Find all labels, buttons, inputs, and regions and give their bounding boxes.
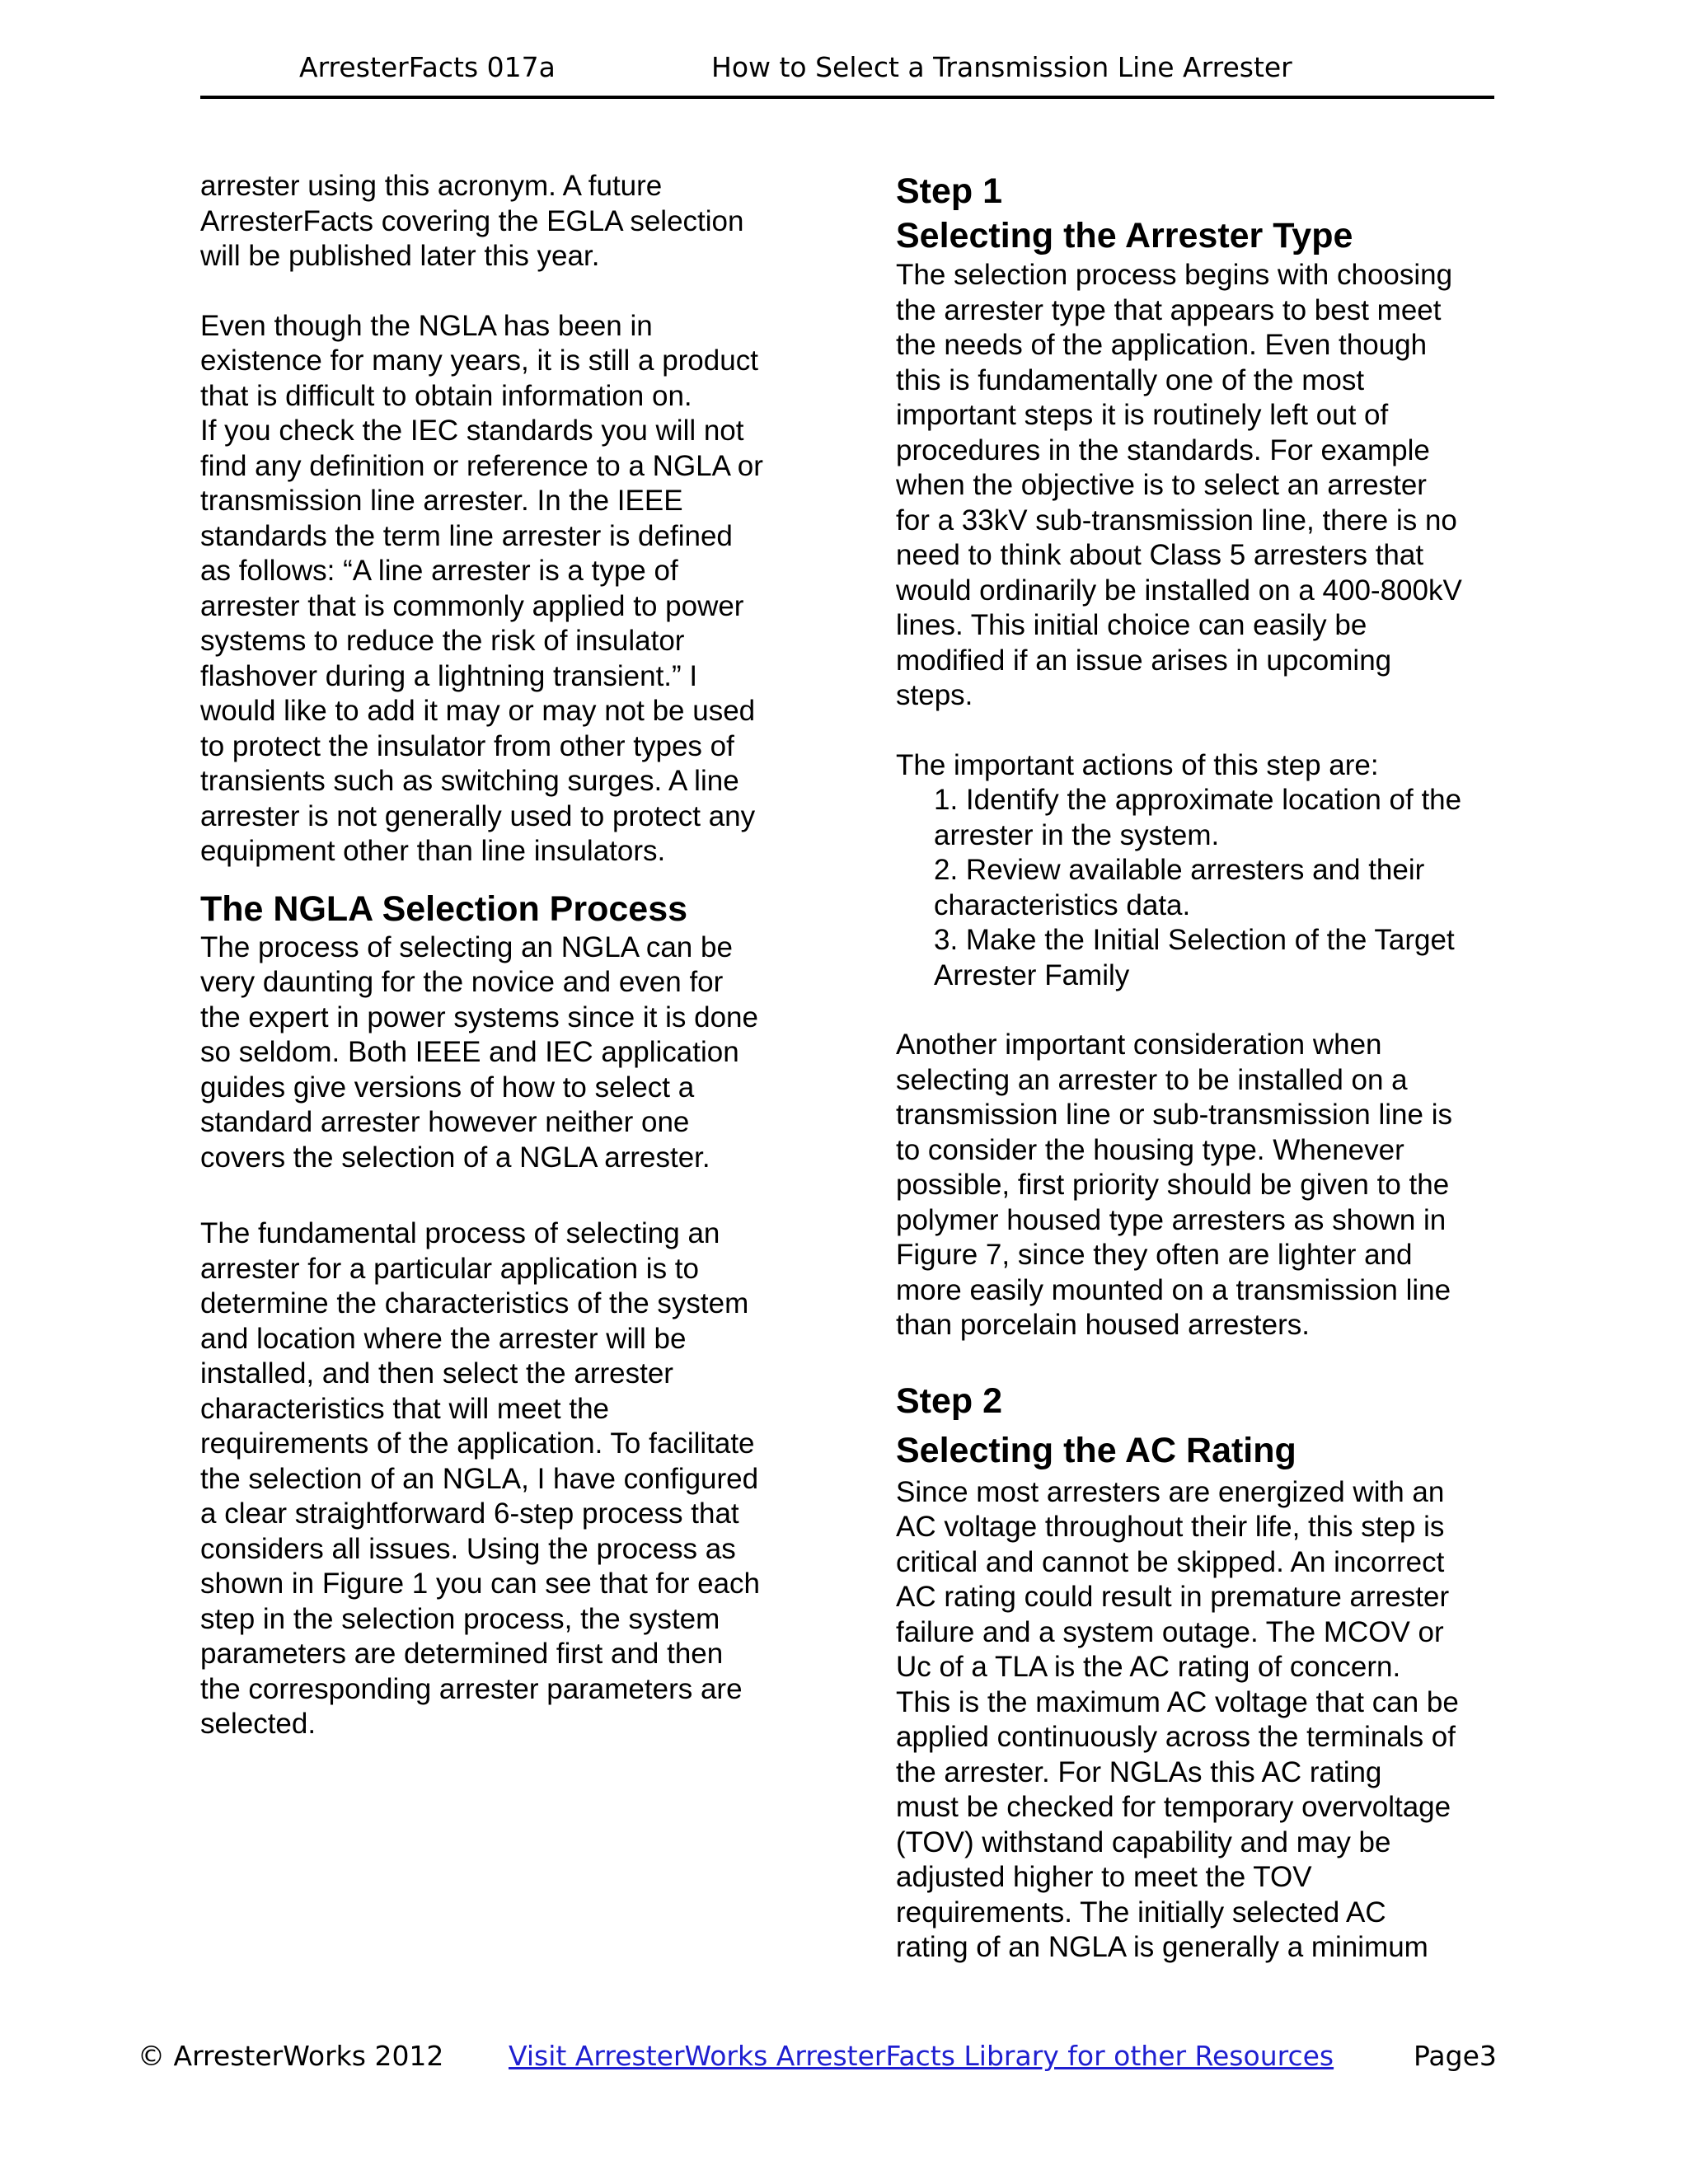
list-item: 2. Review available arresters and their characteristics data.	[934, 854, 1425, 921]
paragraph-ac-rating: Since most arresters are energized with an AC voltage throughout their life, this step is critical and cannot be skipped. An incorrect AC rating could result in premature arrester failure and a system outage. The MCOV or Uc of a TLA is the AC rating of concern. This is the maximum AC voltage that can be applied continuously across the terminals of the arrester. For NGLAs this AC rating must be checked for temporary overvoltage (TOV) withstand capability and may be adjusted higher to meet the TOV requirements. The initially selected AC rating of an NGLA is generally a minimum	[896, 1475, 1459, 1963]
document-title: How to Select a Transmission Line Arrester	[711, 51, 1292, 83]
step1-title: Selecting the Arrester Type	[896, 216, 1353, 255]
page-number: Page3	[1414, 2040, 1497, 2072]
left-column	[200, 169, 827, 1742]
copyright-notice: © ArresterWorks 2012	[138, 2040, 444, 2072]
list-item: 1. Identify the approximate location of the arrester in the system.	[934, 784, 1462, 851]
arresterfacts-library-link[interactable]: Visit ArresterWorks ArresterFacts Library for other Resources	[509, 2040, 1334, 2072]
paragraph-spacer	[200, 869, 827, 888]
paragraph-arrester-type: The selection process begins with choosing the arrester type that appears to best meet the needs of the application. Even though this is fundamentally one of the most important steps it is routinely left out of procedures in the standards. For example when the objective is to select an arrester for a 33kV sub-transmission line, there is no need to think about Class 5 arresters that would ordinarily be installed on a 400-800kV lines. This initial choice can easily be modified if an issue arises in upcoming steps.	[896, 259, 1462, 711]
paragraph-spacer	[896, 1343, 1506, 1376]
page-header	[200, 43, 1494, 99]
step2-title: Selecting the AC Rating	[896, 1430, 1296, 1470]
page-footer	[0, 2040, 1688, 2081]
right-column	[896, 169, 1506, 1966]
step1-label: Step 1	[896, 171, 1003, 211]
paragraph-ngla-definition: Even though the NGLA has been in existence for many years, it is still a product that is difficult to obtain information on. If you check the IEC standards you will not find any definition or reference to a NGLA or transmission line arrester. In the IEEE standards the term line arrester is defined as follows: “A line arrester is a type of arrester that is commonly applied to power systems to reduce the risk of insulator flashover during a lightning transient.” I would like to add it may or may not be used to protect the insulator from other types of transients such as switching surges. A line arrester is not generally used to protect any equipment other than line insulators.	[200, 309, 763, 867]
paragraph-spacer	[200, 1175, 827, 1216]
list-item: 3. Make the Initial Selection of the Target Arrester Family	[934, 924, 1455, 991]
paragraph-housing-type: Another important consideration when selecting an arrester to be installed on a transmission line or sub-transmission line is to consider the housing type. Whenever possible, first priority should be given to the polymer housed type arresters as shown in Figure 7, since they often are lighter and more easily mounted on a transmission line than porcelain housed arresters.	[896, 1029, 1452, 1341]
paragraph-selection-daunting: The process of selecting an NGLA can be very daunting for the novice and even for the expert in power systems since it is done so seldom. Both IEEE and IEC application guides give versions of how to select a standard arrester however neither one covers the selection of a NGLA arrester.	[200, 930, 758, 1174]
actions-intro: The important actions of this step are:	[896, 748, 1379, 781]
section-heading-selection-process: The NGLA Selection Process	[200, 888, 688, 929]
paragraph-spacer	[896, 993, 1506, 1028]
paragraph-fundamental-process: The fundamental process of selecting an arrester for a particular application is to determine the characteristics of the system and location where the arrester will be installed, and then select the arrester characteristics that will meet the requirements of the application. To facilitate the selection of an NGLA, I have configured a clear straightforward 6-step process that considers all issues. Using the process as shown in Figure 1 you can see that for each step in the selection process, the system parameters are determined first and then the corresponding arrester parameters are selected.	[200, 1217, 761, 1740]
paragraph-spacer	[896, 714, 1506, 748]
step2-label: Step 2	[896, 1380, 1003, 1421]
document-id: ArresterFacts 017a	[299, 51, 556, 83]
action-list	[896, 783, 1506, 993]
paragraph-acronym-continuation: arrester using this acronym. A future ArresterFacts covering the EGLA selection will be published later this year.	[200, 170, 744, 272]
paragraph-spacer	[200, 274, 827, 309]
